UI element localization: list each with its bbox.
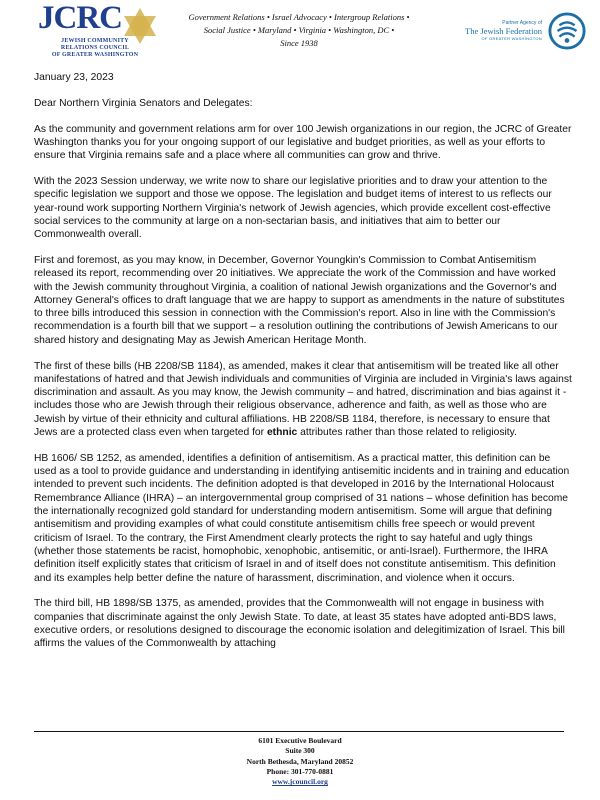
federation-emblem-icon: [548, 12, 586, 50]
paragraph-hb1898: The third bill, HB 1898/SB 1375, as amended, provides that the Commonwealth will not engage in business with companies that discriminate against the only Jewish State. To date, at least 35 states have adopted anti-BDS laws, executive orders, or resolutions designed to discourage the economic isolation and delegitimization of Israel. This bill affirms the values of the Commonwealth by attaching: [34, 598, 565, 650]
letter-date: January 23, 2023: [34, 72, 114, 83]
federation-subtitle: OF GREATER WASHINGTON: [481, 36, 542, 41]
federation-partner-label: Partner Agency of: [502, 20, 542, 26]
federation-name: The Jewish Federation: [465, 26, 542, 36]
emphasis-ethnic: ethnic: [266, 427, 298, 439]
paragraph-session: With the 2023 Session underway, we write now to share our legislative priorities and to draw your attention to the specific legislation we support and those we oppose. The legislation and budget items of interest to us reflects our year-round work supporting Northern Virginia's network of Jewish agencies, which provide excellent cost-effective social services to the community at large on a non-sectarian basis, and initiatives that aim to better our Commonwealth overall.: [34, 175, 552, 241]
address-line-1: 6101 Executive Boulevard: [258, 736, 342, 745]
tagline: Government Relations • Israel Advocacy • Intergroup Relations • Social Justice • Maryland • Virginia • Washington, DC • Since 1938: [188, 12, 410, 48]
paragraph-hb2208: The first of these bills (HB 2208/SB 1184), as amended, makes it clear that antisemitism will be treated like all other manifestations of hatred and that Jewish individuals and communities of Virginia are included in Virginia's laws against discrimination and assault. As you may know, the Jewish community – and hatred, discrimination and bias against it - includes those who are Jewish through their religious observance, adherence and faith, as well as those who are Jewish by virtue of their ethnicity and cultural affiliations. HB 2208/SB 1184, therefore, is necessary to ensure that Jews are a protected class even when targeted for ethnic attributes rather than those related to religiosity.: [34, 360, 572, 439]
logo-wordmark: JCRC: [38, 0, 122, 36]
phone-number: Phone: 301-770-0881: [266, 766, 334, 776]
letterhead: [0, 0, 600, 66]
paragraph-commission: First and foremost, as you may know, in December, Governor Youngkin's Commission to Combat Antisemitism released its report, recommending over 20 initiatives. We appreciate the work of the Commission and have worked with the Jewish community throughout Virginia, a coalition of national Jewish organizations and the Governor's and Attorney General's offices to draft language that we are happy to support as amendments in the nature of substitutes to three bills introduced this session in connection with the Commission's report. Also in line with the Commission's recommendation is a fourth bill that we support – a resolution outlining the contributions of Jewish Americans to our shared history and designating May as Jewish American Heritage Month.: [34, 254, 565, 346]
paragraph-hb1606: HB 1606/ SB 1252, as amended, identifies a definition of antisemitism. As a practical matter, this definition can be used as a tool to provide guidance and understanding in identifying antisemitic incidents and in training and education intended to prevent such incidents. The definition adopted is that developed in 2016 by the International Holocaust Remembrance Alliance (IHRA) – an intergovernmental group comprised of 31 nations – whose definition has become the internationally recognized gold standard for understanding modern antisemitism. Some will argue that defining antisemitism and providing examples of what could constitute antisemitism chills free speech or would prevent criticism of Israel. To the contrary, the First Amendment clearly protects the right to say hateful and ugly things (whether those statements be racist, homophobic, xenophobic, antisemitic, or anti-Israel). Furthermore, the IHRA definition itself explicitly states that criticism of Israel in and of itself does not constitute antisemitism. This definition and its examples help better define the nature of harassment, discrimination, and violence when it occurs.: [34, 452, 570, 584]
footer-address: [0, 736, 600, 787]
jcrc-logo: [38, 0, 158, 58]
footer-divider: [34, 731, 564, 732]
letter-body: [34, 71, 574, 663]
address-line-2: Suite 300: [285, 746, 315, 756]
federation-logo: [426, 12, 586, 52]
paragraph-intro: As the community and government relations arm for over 100 Jewish organizations in our region, the JCRC of Greater Washington thanks you for your ongoing support of our legislative and budget priorities, as well as your efforts to ensure that Virginia remains safe and a place where all communities can grow and thrive.: [34, 123, 572, 162]
logo-subtitle: JEWISH COMMUNITY RELATIONS COUNCIL OF GREATER WASHINGTON: [51, 38, 139, 58]
address-line-3: North Bethesda, Maryland 20852: [246, 756, 354, 766]
website-link[interactable]: www.jcouncil.org: [272, 777, 328, 787]
salutation: Dear Northern Virginia Senators and Delegates:: [34, 97, 253, 109]
